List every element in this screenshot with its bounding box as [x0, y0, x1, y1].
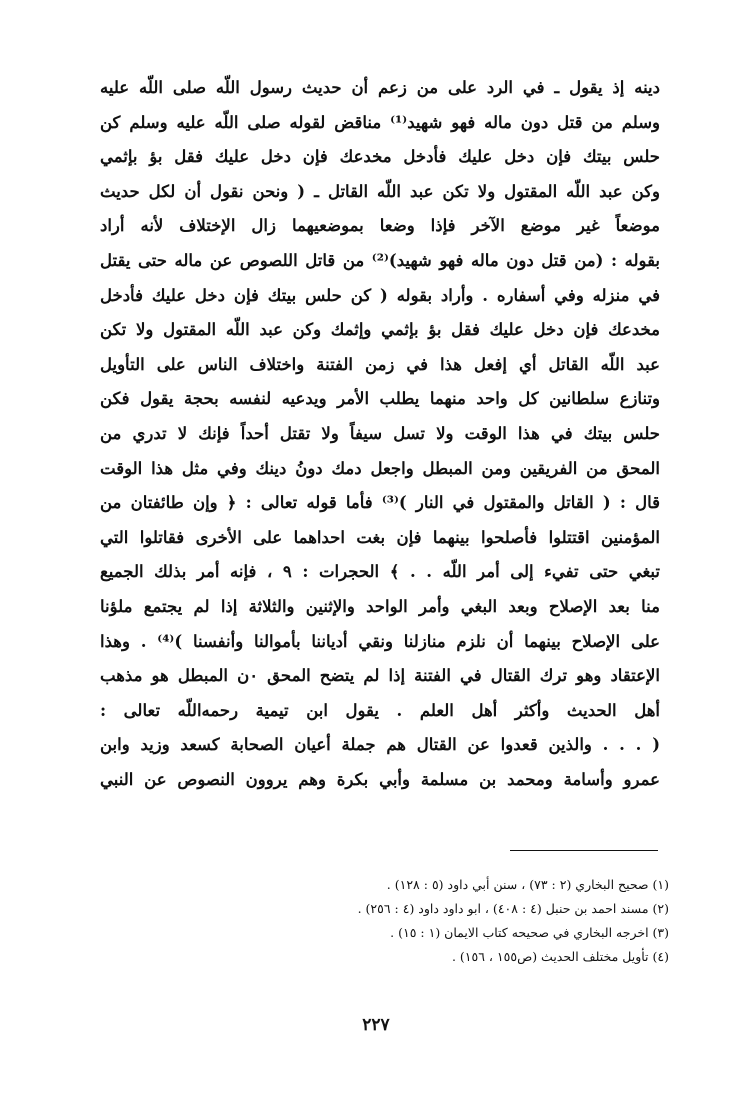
- text-line: قال : ( القاتل والمقتول في النار )⁽³⁾ فأما قوله تعالى : ﴿ وإن طائفتان من: [100, 493, 660, 513]
- text-line: حلس بيتك فإن دخل عليك فأدخل مخدعك فإن دخل عليك فقل بؤ بإثمي: [100, 147, 660, 167]
- footnote: (١) صحيح البخاري (٢ : ٧٣) ، سنن أبي داود (٥ : ١٢٨) .: [386, 877, 669, 892]
- text-line: وتنازع سلطانين كل واحد منهما يطلب الأمر ويدعيه لنفسه بحجة يقول فكن: [100, 389, 660, 409]
- text-line: حلس بيتك في هذا الوقت ولا تسل سيفاً ولا تقتل أحداً فإنك لا تدري من: [100, 423, 660, 443]
- text-line: موضعاً غير موضع الآخر فإذا وضعا بموضعيهما زال الإختلاف لأنه أراد: [100, 216, 660, 236]
- text-line: الإعتقاد وهو ترك القتال في الفتنة إذا لم يتضح المحق ٠ن المبطل هو مذهب: [100, 666, 660, 686]
- text-line: مخدعك فإن دخل عليك فقل بؤ بإثمي وإثمك وكن عبد اللّه المقتول ولا تكن: [100, 320, 660, 340]
- text-line: وسلم من قتل دون ماله فهو شهيد⁽¹⁾ مناقض لقوله صلى اللّه عليه وسلم كن: [100, 112, 660, 132]
- text-line: دينه إذ يقول ـ في الرد على من زعم أن حديث رسول اللّه صلى اللّه عليه: [100, 78, 660, 97]
- page-number: ٢٢٧: [362, 1015, 390, 1035]
- text-line: على الإصلاح بينهما أن نلزم منازلنا ونقي أدياننا بأموالنا وأنفسنا )⁽⁴⁾ . وهذا: [100, 631, 660, 651]
- text-line: المؤمنين اقتتلوا فأصلحوا بينهما فإن بغت احداهما على الأخرى فقاتلوا التي: [100, 527, 660, 547]
- text-line: عبد اللّه القاتل أي إفعل هذا في زمن الفتنة واختلاف الناس على التأويل: [100, 354, 660, 374]
- text-line: في منزله وفي أسفاره . وأراد بقوله ( كن حلس بيتك فإن دخل عليك فأدخل: [100, 285, 660, 305]
- text-line: ( . . . والذين قعدوا عن القتال هم جملة أعيان الصحابة كسعد وزيد وابن: [100, 735, 660, 755]
- footnote: (٢) مسند احمد بن حنبل (٤ : ٤٠٨) ، ابو داود داود (٤ : ٢٥٦) .: [357, 901, 669, 916]
- text-line: المحق من الفريقين ومن المبطل واجعل دمك دونُ دينك وفي مثل هذا الوقت: [100, 458, 660, 478]
- text-line: منا بعد الإصلاح وبعد البغي وأمر الواحد والإثنين والثلاثة إذا لم يجتمع ملؤنا: [100, 596, 660, 616]
- footnote: (٣) اخرجه البخاري في صحيحه كتاب الايمان (١ : ١٥) .: [390, 925, 669, 940]
- main-text: [100, 71, 660, 797]
- text-line: عمرو وأسامة ومحمد بن مسلمة وأبي بكرة وهم يروون النصوص عن النبي: [100, 769, 660, 789]
- footnotes: [249, 873, 669, 969]
- text-line: أهل الحديث وأكثر أهل العلم . يقول ابن تيمية رحمه‌اللّه تعالى :: [100, 700, 660, 720]
- text-line: تبغي حتى تفيء إلى أمر اللّه . . ﴾ الحجرات : ٩ ، فإنه أمر بذلك الجميع: [100, 562, 660, 582]
- text-line: بقوله : (من قتل دون ماله فهو شهيد)⁽²⁾ من قاتل اللصوص عن ماله حتى يقتل: [100, 250, 660, 270]
- footnote-divider: [510, 850, 658, 851]
- text-line: وكن عبد اللّه المقتول ولا تكن عبد اللّه القاتل ـ ( ونحن نقول أن لكل حديث: [100, 181, 660, 201]
- footnote: (٤) تأويل مختلف الحديث (ص١٥٥ ، ١٥٦) .: [451, 949, 669, 964]
